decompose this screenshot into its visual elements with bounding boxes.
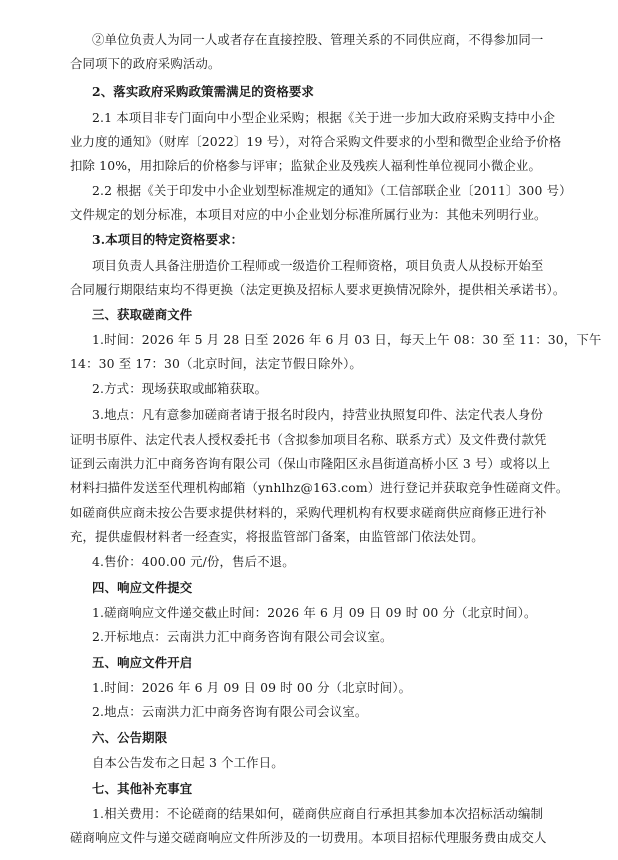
section-heading: 六、公告期限	[92, 730, 168, 745]
section-heading: 七、其他补充事宜	[92, 781, 193, 796]
section-heading: 四、响应文件提交	[92, 580, 193, 595]
body-text-line: 2.地点：云南洪力汇中商务咨询有限公司会议室。	[92, 704, 368, 719]
body-text-line: 充，提供虚假材料者一经查实，将报监管部门备案，由监管部门依法处罚。	[70, 529, 484, 544]
section-heading: 三、获取磋商文件	[92, 307, 193, 322]
body-text-line: 证明书原件、法定代表人授权委托书（含拟参加项目名称、联系方式）及文件费付款凭	[70, 432, 547, 447]
section-heading: 3.本项目的特定资格要求：	[92, 232, 244, 247]
body-text-line: 自本公告发布之日起 3 个工作日。	[92, 755, 284, 770]
body-text-line: 1.时间：2026 年 5 月 28 日至 2026 年 6 月 03 日，每天上午 08：30 至 11：30，下午	[92, 332, 602, 347]
body-text-line: 2.1 本项目非专门面向中小型企业采购；根据《关于进一步加大政府采购支持中小企	[92, 110, 556, 125]
body-text-line: 1.磋商响应文件递交截止时间：2026 年 6 月 09 日 09 时 00 分（北京时间）。	[92, 605, 537, 620]
body-text-line: 合同项下的政府采购活动。	[70, 56, 221, 71]
body-text-line: 2.2 根据《关于印发中小企业划型标准规定的通知》（工信部联企业〔2011〕300 号）	[92, 183, 572, 198]
body-text-line: 如磋商供应商未按公告要求提供材料的，采购代理机构有权要求磋商供应商修正进行补	[70, 505, 547, 520]
body-text-line: 业力度的通知》（财库〔2022〕19 号），对符合采购文件要求的小型和微型企业给予价格	[70, 134, 562, 149]
body-text-line: 2.开标地点：云南洪力汇中商务咨询有限公司会议室。	[92, 629, 393, 644]
body-text-line: 材料扫描件发送至代理机构邮箱（ynhlhz@163.com）进行登记并获取竞争性磋商文件。	[70, 480, 569, 495]
body-text-line: 1.时间：2026 年 6 月 09 日 09 时 00 分（北京时间）。	[92, 680, 412, 695]
section-heading: 2、落实政府采购政策需满足的资格要求	[92, 84, 314, 99]
body-text-line: 3.地点：凡有意参加磋商者请于报名时段内，持营业执照复印件、法定代表人身份	[92, 407, 544, 422]
body-text-line: 磋商响应文件与递交磋商响应文件所涉及的一切费用。本项目招标代理服务费由成交人	[70, 830, 547, 845]
body-text-line: ②单位负责人为同一人或者存在直接控股、管理关系的不同供应商，不得参加同一	[92, 32, 544, 47]
body-text-line: 证到云南洪力汇中商务咨询有限公司（保山市隆阳区永昌街道高桥小区 3 号）或将以上	[70, 456, 551, 471]
body-text-line: 14：30 至 17：30（北京时间，法定节假日除外）。	[70, 356, 362, 371]
body-text-line: 1.相关费用：不论磋商的结果如何，磋商供应商自行承担其参加本次招标活动编制	[92, 806, 544, 821]
body-text-line: 4.售价：400.00 元/份，售后不退。	[92, 554, 295, 569]
body-text-line: 合同履行期限结束均不得更换（法定更换及招标人要求更换情况除外，提供相关承诺书）。	[70, 282, 566, 297]
body-text-line: 扣除 10%，用扣除后的价格参与评审；监狱企业及残疾人福利性单位视同小微企业。	[70, 158, 541, 173]
body-text-line: 文件规定的划分标准，本项目对应的中小企业划分标准所属行业为：其他未列明行业。	[70, 207, 547, 222]
body-text-line: 项目负责人具备注册造价工程师或一级造价工程师资格，项目负责人从投标开始至	[92, 258, 544, 273]
section-heading: 五、响应文件开启	[92, 655, 193, 670]
body-text-line: 2.方式：现场获取或邮箱获取。	[92, 381, 268, 396]
